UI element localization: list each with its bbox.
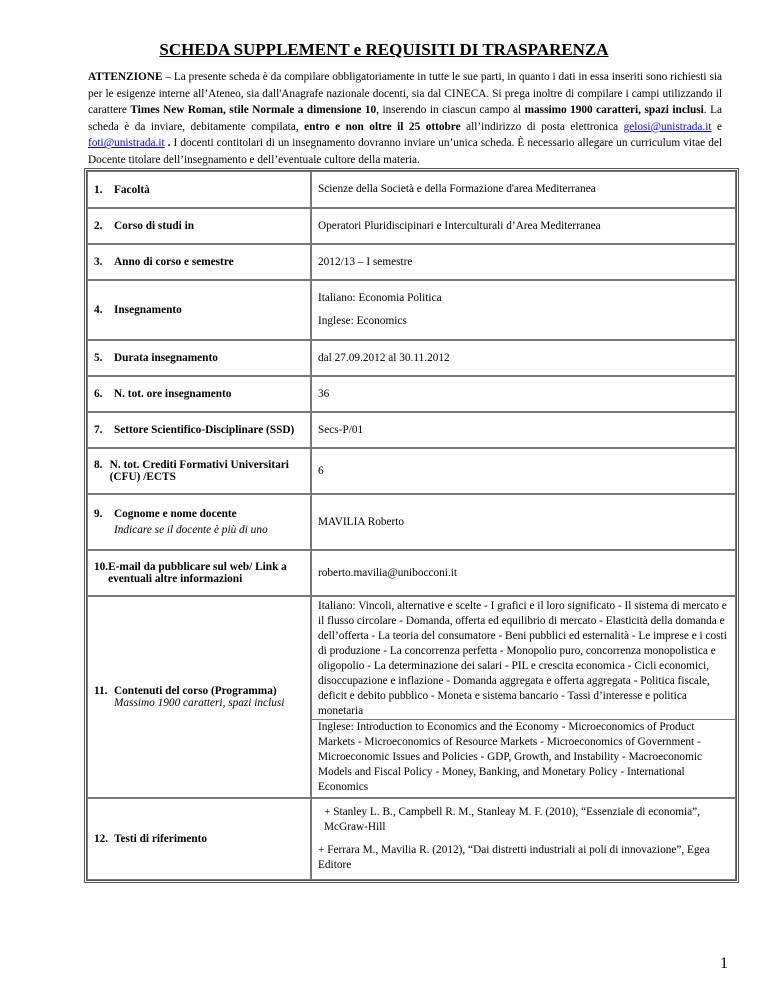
- table-row: [87, 448, 736, 494]
- value-corso: Operatori Pluridiscipinari e Interculturali d’Area Mediterranea: [311, 208, 736, 244]
- value-contenuti: [311, 596, 736, 798]
- field-label: [87, 244, 311, 280]
- field-number: 3.: [94, 256, 103, 268]
- table-row: [87, 280, 736, 340]
- table-row: [87, 376, 736, 412]
- field-number: 4.: [94, 304, 103, 316]
- field-label: [87, 550, 311, 596]
- value-insegnamento: [311, 280, 736, 340]
- notice-text: all’indirizzo di posta elettronica: [460, 120, 624, 133]
- value-testi: [311, 798, 736, 880]
- table-row: [87, 208, 736, 244]
- notice-bold-limit: massimo 1900 caratteri, spazi inclusi: [524, 104, 704, 117]
- table-row: [87, 494, 736, 550]
- table-row: [87, 550, 736, 596]
- reference-2: + Ferrara M., Mavilia R. (2012), “Dai distretti industriali ai poli di innovazione”, Egea Editore: [318, 844, 710, 871]
- table-row: [87, 171, 736, 208]
- notice-bold-font: Times New Roman, stile Normale a dimensione 10: [130, 104, 377, 117]
- table-row: [87, 798, 736, 880]
- notice-bold-deadline: entro e non oltre il 25 ottobre: [304, 120, 461, 133]
- field-label: [87, 494, 311, 550]
- value-cfu: 6: [311, 448, 736, 494]
- value-durata: dal 27.09.2012 al 30.11.2012: [311, 340, 736, 376]
- label-email: E-mail da pubblicare sul web/ Link a eventuali altre informazioni: [108, 561, 287, 585]
- reference-1: + Stanley L. B., Campbell R. M., Stanleay M. F. (2010), “Essenziale di economia”, McGraw-Hill: [324, 806, 700, 833]
- field-label: [87, 280, 311, 340]
- value-ore: 36: [311, 376, 736, 412]
- notice-text: . La scheda è da inviare, debitamente compilata,: [88, 104, 722, 133]
- field-number: 5.: [94, 352, 103, 364]
- notice-text: I docenti contitolari di un insegnamento dovranno inviare un’unica scheda. È necessario allegare un curriculum vitae del Docente titolare dell’insegnamento e dell’eventuale cultore della materia.: [88, 137, 722, 166]
- field-number: 7.: [94, 424, 103, 436]
- label-facolta: Facoltà: [114, 183, 150, 196]
- notice-paragraph: [88, 69, 722, 169]
- value-docente: MAVILIA Roberto: [311, 494, 736, 550]
- label-cfu: N. tot. Crediti Formativi Universitari (CFU) /ECTS: [109, 459, 289, 483]
- value-facolta: Scienze della Società e della Formazione d'area Mediterranea: [311, 171, 736, 208]
- value-contenuti-it: Italiano: Vincoli, alternative e scelte - I grafici e il loro significato - Il sistema di mercato e il flusso circolare - Domanda, offerta ed equilibrio di mercato - Elasticità della domanda e dell’offerta - La teoria del consumatore - Beni pubblici ed esternalità - Le imprese e i costi di produzione - La concorrenza perfetta - Monopolio puro, concorrenza monopolistica e oligopolio - La determinazione dei salari - PIL e crescita economica - Cicli economici, disoccupazione e inflazione - Domanda aggregata e offerta aggregata - Politica fiscale, deficit e debito pubblico - Moneta e sistema bancario - Tassi d’interesse e politica monetaria: [318, 600, 727, 717]
- field-label: [87, 340, 311, 376]
- email-link-foti[interactable]: foti@unistrada.it: [88, 137, 165, 150]
- field-number: 11.: [94, 685, 108, 697]
- form-table: [84, 168, 739, 883]
- field-label: [87, 596, 311, 798]
- field-label: [87, 208, 311, 244]
- label-anno: Anno di corso e semestre: [114, 256, 234, 268]
- field-label: [87, 171, 311, 208]
- field-number: 2.: [94, 220, 103, 232]
- label-corso: Corso di studi in: [114, 220, 195, 232]
- value-insegnamento-it: Italiano: Economia Politica: [318, 292, 442, 304]
- field-number: 1.: [94, 183, 103, 196]
- label-contenuti: Contenuti del corso (Programma): [114, 685, 277, 697]
- value-insegnamento-en: Inglese: Economics: [318, 315, 407, 327]
- notice-text: e: [711, 120, 722, 133]
- value-contenuti-en: Inglese: Introduction to Economics and the Economy - Microeconomics of Product Markets - Microeconomics of Resource Markets - Microeconomics of Government - Microeconomic Issues and Policies - GDP, Growth, and Instability - Macroeconomic Models and Fiscal Policy - Money, Banking, and Monetary Policy - International Economics: [318, 721, 703, 793]
- table-row: [87, 340, 736, 376]
- label-ssd: Settore Scientifico-Disciplinare (SSD): [114, 424, 295, 436]
- field-label: [87, 798, 311, 880]
- field-label: [87, 376, 311, 412]
- table-row: [87, 596, 736, 798]
- field-label: [87, 448, 311, 494]
- label-insegnamento: Insegnamento: [114, 304, 182, 316]
- table-row: [87, 244, 736, 280]
- field-number: 9.: [94, 508, 103, 520]
- label-testi: Testi di riferimento: [114, 833, 208, 845]
- field-number: 12.: [94, 833, 109, 845]
- value-email: roberto.mavilia@unibocconi.it: [311, 550, 736, 596]
- notice-text: , inserendo in ciascun campo al: [376, 104, 525, 117]
- label-docente-note: Indicare se il docente è più di uno: [114, 524, 268, 536]
- label-contenuti-note: Massimo 1900 caratteri, spazi inclusi: [114, 697, 285, 709]
- label-ore: N. tot. ore insegnamento: [114, 388, 232, 400]
- label-durata: Durata insegnamento: [114, 352, 218, 364]
- page-title: SCHEDA SUPPLEMENT e REQUISITI DI TRASPARENZA: [159, 40, 609, 59]
- field-label: [87, 412, 311, 448]
- notice-label: ATTENZIONE: [88, 71, 163, 83]
- field-number: 10.: [94, 561, 109, 573]
- field-number: 8.: [94, 459, 103, 471]
- email-link-gelosi[interactable]: gelosi@unistrada.it: [623, 120, 712, 133]
- value-anno: 2012/13 – I semestre: [311, 244, 736, 280]
- value-ssd: Secs-P/01: [311, 412, 736, 448]
- field-number: 6.: [94, 388, 103, 400]
- page-number: 1: [720, 955, 728, 972]
- label-docente: Cognome e nome docente: [114, 508, 237, 520]
- table-row: [87, 412, 736, 448]
- notice-text: .: [164, 137, 171, 150]
- notice-text: – La presente scheda è da compilare obbligatoriamente in tutte le sue parti, in quanto i dati in essa inseriti sono richiesti sia per le esigenze interne all’Ateneo, sia dall'Anagrafe nazionale docenti, sia dal CINECA. Si prega inoltre di compilare i campi utilizzando il carattere: [88, 71, 722, 117]
